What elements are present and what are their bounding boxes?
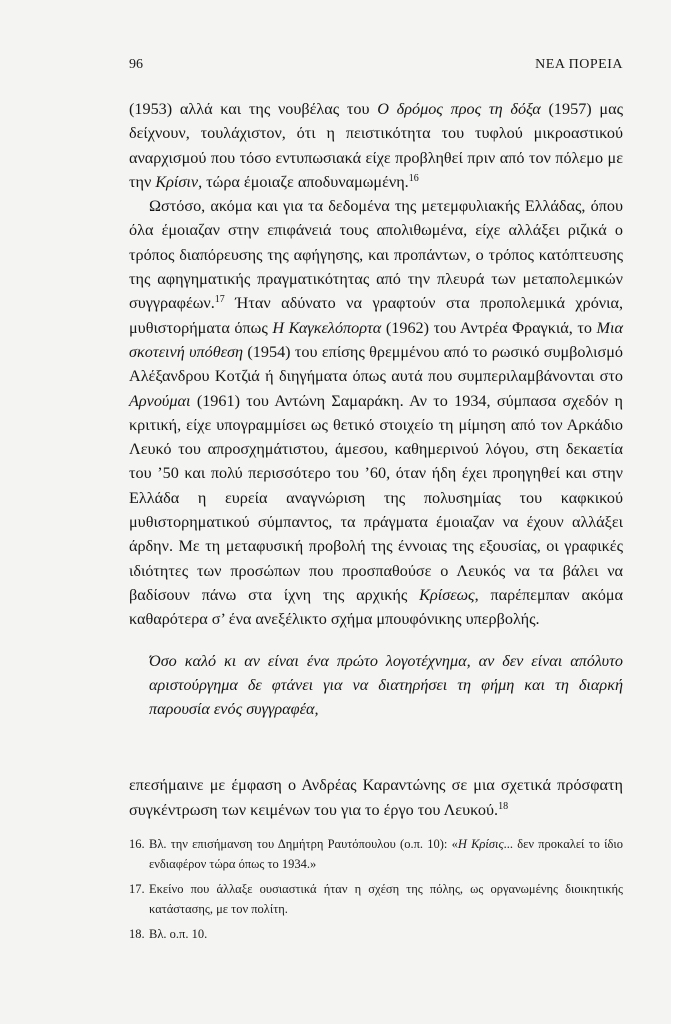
footnote-17: 17. Εκείνο που άλλαξε ουσιαστικά ήταν η σχέση της πόλης, ως οργανωμένης διοικητικής κατάστασης, με τον πολίτη. — [129, 882, 623, 916]
footnote-ref-17[interactable]: 17 — [214, 294, 225, 306]
footnote-18: 18. Βλ. ο.π. 10. — [129, 927, 208, 941]
page-header — [129, 57, 623, 77]
paragraph-3: επεσήμαινε με έμφαση ο Ανδρέας Καραντώνης σε μια σχετικά πρόσφατη συγκέντρωση των κειμένων του για το έργο του Λευκού.$^{18}$ — [129, 776, 623, 819]
page-edge — [671, 0, 677, 1024]
running-title: ΝΕΑ ΠΟΡΕΙΑ — [535, 57, 623, 72]
page-number: 96 — [129, 57, 143, 72]
footnote-ref-18[interactable]: 18 — [498, 800, 509, 812]
paragraph-2: Ωστόσο, ακόμα και για τα δεδομένα της μετεμφυλιακής Ελλάδας, όπου όλα έμοιαζαν στην επιφάνειά τους απολιθωμένα, είχε αλλάξει ριζικά ο τρόπος διαπόρευσης της αφήγησης, και προπάντων, ο τρόπος κατόπτευσης της αφηγηματικής πραγματικότητας από την πλευρά των μεταπολεμικών συγγραφέων.$^{17}$ Ήταν αδύνατο να γραφτούν στα προπολεμικά χρόνια, μυθιστορήματα όπως Η Καγκελόπορτα (1962) του Αντρέα Φραγκιά, το Μια σκοτεινή υπόθεση (1954) του επίσης θρεμμένου από το ρωσικό συμβολισμό Αλέξανδρου Κοτζιά ή διηγήματα όπως αυτά που συμπεριλαμβάνονται στο Αρνούμαι (1961) του Αντώνη Σαμαράκη. Αν το 1934, σύμπασα σχεδόν η κριτική, είχε υπογραμμίσει ως θετικό στοιχείο τη μίμηση από τον Αρκάδιο Λευκό του απροσχημάτιστου, άμεσου, καθημερινού λόγου, στη δεκαετία του ’50 και πολύ περισσότερο του ’60, όταν ήδη έχει προηγηθεί και στην Ελλάδα η ευρεία αναγνώριση της πολυσημίας του καφκικού μυθιστορηματικού σύμπαντος, τα πράγματα έμοιαζαν να έχουν αλλάξει άρδην. Με τη μεταφυσική προβολή της έννοιας της εξουσίας, οι γραφικές ιδιότητες των προσώπων που προσπαθούσε ο Λευκός να τα βάλει να βαδίσουν πάνω στα ίχνη της αρχικής Κρίσεως, παρέπεμπαν ακόμα καθαρότερα σ’ ένα ανεξέλικτο σχήμα μπουφόνικης υπερβολής. — [129, 197, 624, 629]
footnote-ref-16[interactable]: 16 — [408, 172, 419, 184]
footnote-16: 16. Βλ. την επισήμανση του Δημήτρη Ραυτόπουλου (ο.π. 10): «Η Κρίσις... δεν προκαλεί το ίδιο ενδιαφέρον τώρα όπως το 1934.» — [129, 837, 624, 871]
main-text — [129, 97, 623, 822]
paragraph-1: (1953) αλλά και της νουβέλας του Ο δρόμος προς τη δόξα (1957) μας δείχνουν, τουλάχιστον, ότι η πειστικότητα του τυφλού μικροαστικού αναρχισμού που τόσο εντυπωσιακά είχε προβληθεί πριν από τον πόλεμο με την Κρίσιν, τώρα έμοιαζε αποδυναμωμένη.$^{16}$ — [129, 100, 623, 191]
footnotes — [129, 834, 623, 949]
block-quote: Όσο καλό κι αν είναι ένα πρώτο λογοτέχνημα, αν δεν είναι απόλυτο αριστούργημα δε φτάνει για να διατηρήσει τη φήμη και τη διαρκή παρουσία ενός συγγραφέα, — [149, 651, 623, 719]
